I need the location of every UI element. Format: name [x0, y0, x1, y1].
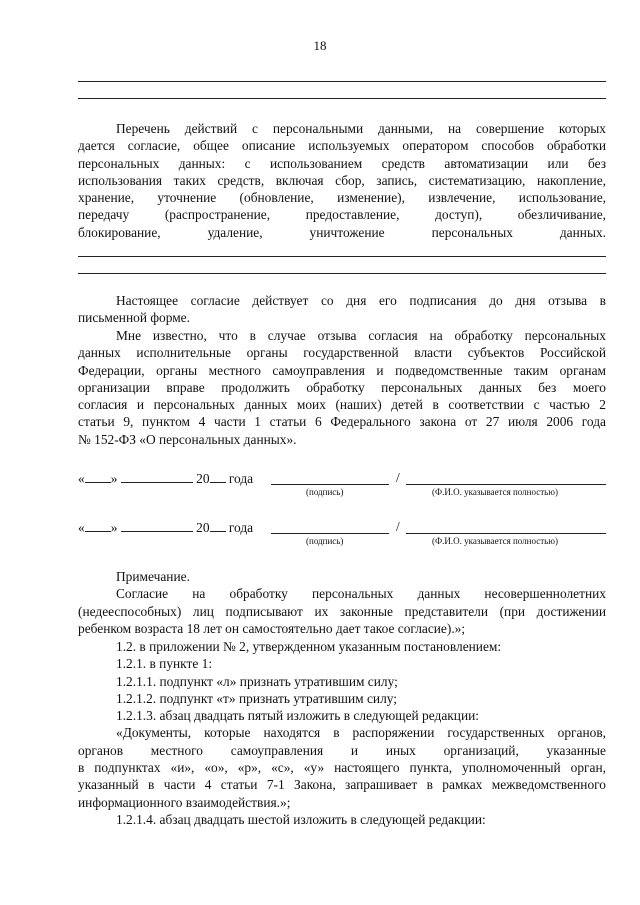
signature-caption: (подпись)	[306, 536, 344, 546]
year-word: года	[228, 471, 254, 486]
blank-line	[78, 273, 606, 274]
year-field[interactable]	[210, 470, 226, 483]
text-line: Федерации, органы местного самоуправления и подведомственные таким органам	[78, 362, 606, 378]
quote-open: «	[78, 471, 85, 486]
text-line: блокирование, удаление, уничтожение персональных данных.	[78, 224, 606, 240]
text-line: № 152-ФЗ «О персональных данных».	[78, 431, 297, 447]
day-field[interactable]	[85, 519, 111, 532]
full-name-field[interactable]	[406, 484, 606, 485]
month-field[interactable]	[121, 470, 193, 483]
text-line: (недееспособных) лиц подписывают их законные представители (при достижении	[78, 603, 606, 619]
text-line: передачу (распространение, предоставление, доступ), обезличивание,	[78, 207, 606, 223]
amendment-item: 1.2.1.4. абзац двадцать шестой изложить в следующей редакции:	[116, 811, 486, 827]
text-line: информационного взаимодействия.»;	[78, 794, 291, 810]
text-line: письменной форме.	[78, 310, 190, 326]
blank-line	[78, 98, 606, 99]
signature-row	[78, 470, 253, 487]
amendment-item: 1.2. в приложении № 2, утвержденном указанным постановлением:	[116, 639, 502, 654]
text-line: Настоящее согласие действует со дня его подписания до дня отзыва в	[116, 293, 606, 308]
slash: /	[396, 470, 400, 485]
year-prefix: 20	[196, 520, 210, 535]
quote-close: »	[110, 520, 118, 535]
amendment-item: 1.2.1.1. подпункт «л» признать утратившим силу;	[116, 673, 398, 689]
note-block	[78, 568, 606, 637]
signature-field[interactable]	[271, 533, 389, 534]
text-line: органов местного самоуправления и иных организаций, указанные	[78, 742, 606, 758]
full-name-field[interactable]	[406, 533, 606, 534]
amendments-block	[78, 638, 606, 828]
text-line: персональных данных: с использованием средств автоматизации или без	[78, 155, 606, 171]
blank-line	[78, 256, 606, 257]
text-line: дается согласие, общее описание используемых оператором способов обработки	[78, 138, 606, 154]
text-line: использования таких средств, включая сбор, запись, систематизацию, накопление,	[78, 172, 606, 188]
slash: /	[396, 519, 400, 534]
name-caption: (Ф.И.О. указывается полностью)	[432, 536, 558, 546]
text-line: Перечень действий с персональными данными, на совершение которых	[116, 121, 606, 136]
quote-close: »	[110, 471, 118, 486]
text-line: указанный в части 4 статьи 7-1 Закона, запрашивает в рамках межведомственного	[78, 777, 606, 793]
note-title: Примечание.	[116, 569, 190, 584]
amendment-item: 1.2.1.2. подпункт «т» признать утратившим силу;	[116, 690, 398, 706]
text-line: ребенком возраста 18 лет он самостоятельно дает такое согласие).»;	[78, 620, 466, 636]
text-line: Согласие на обработку персональных данных несовершеннолетних	[116, 586, 606, 602]
year-word: года	[228, 520, 254, 535]
text-line: статьи 9, пунктом 4 части 1 статьи 6 Федерального закона от 27 июля 2006 года	[78, 414, 606, 430]
text-line: в подпунктах «и», «о», «р», «с», «у» настоящего пункта, уполномоченный орган,	[78, 760, 606, 776]
validity-paragraph	[78, 292, 606, 327]
month-field[interactable]	[121, 519, 193, 532]
quote-open: «	[78, 520, 85, 535]
text-line: «Документы, которые находятся в распоряжении государственных органов,	[116, 725, 606, 741]
consent-actions-paragraph	[78, 120, 606, 241]
text-line: согласия и персональных данных моих (наших) детей в соответствии с частью 2	[78, 397, 606, 413]
signature-field[interactable]	[271, 484, 389, 485]
year-field[interactable]	[210, 519, 226, 532]
signature-row	[78, 519, 253, 536]
day-field[interactable]	[85, 470, 111, 483]
signature-caption: (подпись)	[306, 487, 344, 497]
year-prefix: 20	[196, 471, 210, 486]
text-line: Мне известно, что в случае отзыва согласия на обработку персональных	[116, 328, 606, 343]
text-line: организации вправе продолжить обработку персональных данных без моего	[78, 379, 606, 395]
text-line: хранение, уточнение (обновление, изменение), извлечение, использование,	[78, 190, 606, 206]
blank-line	[78, 81, 606, 82]
amendment-item: 1.2.1.3. абзац двадцать пятый изложить в следующей редакции:	[116, 708, 480, 724]
withdrawal-paragraph	[78, 327, 606, 448]
name-caption: (Ф.И.О. указывается полностью)	[432, 487, 558, 497]
text-line: данных исполнительные органы государственной власти субъектов Российской	[78, 345, 606, 361]
amendment-item: 1.2.1. в пункте 1:	[116, 656, 213, 672]
page-number: 18	[313, 38, 327, 53]
